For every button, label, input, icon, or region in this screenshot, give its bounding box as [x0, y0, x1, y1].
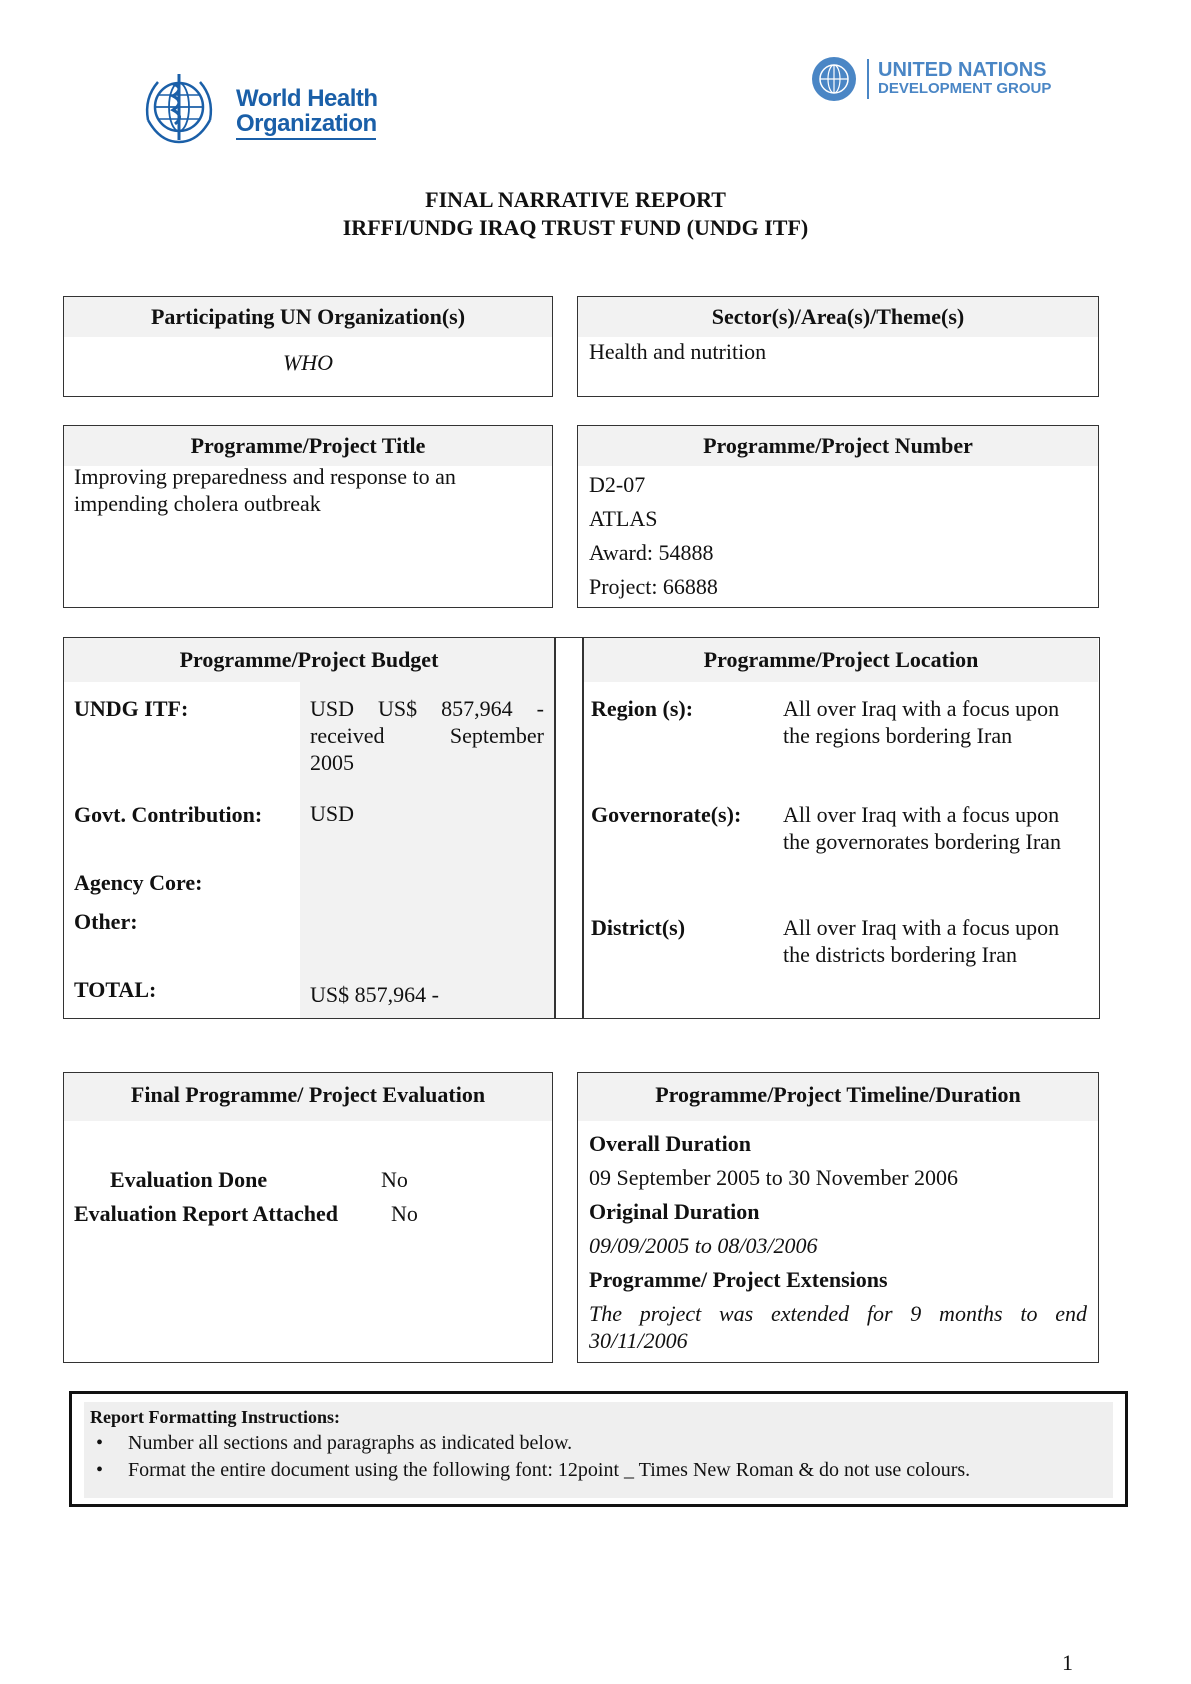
sector-box — [577, 296, 1099, 397]
undg-itf-value — [310, 695, 544, 776]
table-divider-right — [582, 638, 584, 1018]
who-logo — [140, 68, 380, 146]
who-emblem-icon — [140, 68, 218, 146]
agency-core-label: Agency Core: — [74, 870, 203, 895]
report-title-line2: IRFFI/UNDG IRAQ TRUST FUND (UNDG ITF) — [342, 215, 809, 240]
report-title — [0, 186, 1151, 242]
total-value: US$ 857,964 - — [310, 982, 439, 1007]
page-number: 1 — [1062, 1650, 1073, 1675]
evaluation-report-value: No — [391, 1201, 418, 1226]
project-number-line: ATLAS — [589, 506, 658, 531]
evaluation-done-value: No — [381, 1167, 408, 1192]
evaluation-report-label: Evaluation Report Attached — [74, 1201, 338, 1226]
overall-duration-label: Overall Duration — [589, 1131, 751, 1156]
region-value-line2: the regions bordering Iran — [783, 723, 1013, 748]
project-number-box — [577, 425, 1099, 608]
governorate-value — [783, 801, 1061, 855]
undg-logo-line2: DEVELOPMENT GROUP — [878, 80, 1052, 97]
project-number-line: Award: 54888 — [589, 540, 714, 565]
project-number-values — [578, 468, 1098, 604]
evaluation-done-label: Evaluation Done — [110, 1167, 268, 1192]
overall-duration-value: 09 September 2005 to 30 November 2006 — [589, 1165, 959, 1190]
undg-logo-line1: UNITED NATIONS — [878, 59, 1047, 81]
undg-logo — [810, 55, 1070, 105]
district-value-line1: All over Iraq with a focus upon — [783, 915, 1060, 940]
total-label: TOTAL: — [74, 977, 157, 1002]
timeline-box — [577, 1072, 1099, 1363]
project-title-line2: impending cholera outbreak — [74, 491, 321, 516]
other-label: Other: — [74, 909, 138, 934]
participating-box — [63, 296, 553, 397]
region-value — [783, 695, 1059, 749]
undg-divider — [867, 59, 869, 99]
district-value — [783, 914, 1059, 968]
region-label: Region (s): — [591, 696, 694, 721]
project-number-line: Project: 66888 — [589, 574, 718, 599]
original-duration-value: 09/09/2005 to 08/03/2006 — [589, 1233, 818, 1258]
evaluation-header: Final Programme/ Project Evaluation — [64, 1073, 552, 1121]
sector-value: Health and nutrition — [589, 339, 767, 364]
budget-location-table — [63, 637, 1100, 1019]
district-value-line2: the districts bordering Iran — [783, 942, 1017, 967]
who-logo-line2: Organization — [236, 110, 377, 137]
un-emblem-icon — [810, 55, 858, 103]
governorate-value-line1: All over Iraq with a focus upon — [783, 802, 1060, 827]
govt-contribution-value: USD — [310, 801, 355, 826]
govt-contribution-label: Govt. Contribution: — [74, 802, 263, 827]
project-number-line: D2-07 — [589, 472, 646, 497]
undg-itf-value-line1: USD US$ 857,964 - — [310, 696, 544, 721]
undg-itf-label: UNDG ITF: — [74, 696, 189, 721]
governorate-label: Governorate(s): — [591, 802, 742, 827]
who-logo-underline — [236, 138, 376, 140]
sector-header: Sector(s)/Area(s)/Theme(s) — [578, 297, 1098, 337]
district-label: District(s) — [591, 915, 686, 940]
instructions-item: • Format the entire document using the following font: 12point _ Times New Roman & do not use colours. — [90, 1457, 1110, 1484]
instructions-title: Report Formatting Instructions: — [90, 1407, 340, 1427]
evaluation-box — [63, 1072, 553, 1363]
region-value-line1: All over Iraq with a focus upon — [783, 696, 1060, 721]
project-title-value — [64, 463, 552, 517]
instructions-box — [69, 1391, 1128, 1507]
extensions-value-line1: The project was extended for 9 months to end — [589, 1301, 1087, 1326]
governorate-value-line2: the governorates bordering Iran — [783, 829, 1061, 854]
report-title-line1: FINAL NARRATIVE REPORT — [425, 187, 726, 212]
participating-value: WHO — [282, 350, 334, 375]
extensions-value-line2: 30/11/2006 — [589, 1328, 688, 1353]
timeline-header: Programme/Project Timeline/Duration — [578, 1073, 1098, 1121]
original-duration-label: Original Duration — [589, 1199, 760, 1224]
project-number-header: Programme/Project Number — [578, 426, 1098, 466]
project-title-header: Programme/Project Title — [64, 426, 552, 466]
participating-header: Participating UN Organization(s) — [64, 297, 552, 337]
instructions-list — [90, 1430, 1110, 1484]
who-logo-line1: World Health — [236, 85, 378, 112]
extensions-label: Programme/ Project Extensions — [589, 1267, 888, 1292]
extensions-value — [589, 1300, 1087, 1354]
undg-itf-value-line2: received September — [310, 723, 544, 748]
table-divider-left — [554, 638, 556, 1018]
budget-header: Programme/Project Budget — [179, 647, 439, 672]
undg-itf-value-line3: 2005 — [310, 750, 354, 775]
project-title-line1: Improving preparedness and response to an — [74, 464, 456, 489]
project-title-box — [63, 425, 553, 608]
location-header: Programme/Project Location — [703, 647, 979, 672]
instructions-item: • Number all sections and paragraphs as indicated below. — [90, 1430, 1110, 1457]
